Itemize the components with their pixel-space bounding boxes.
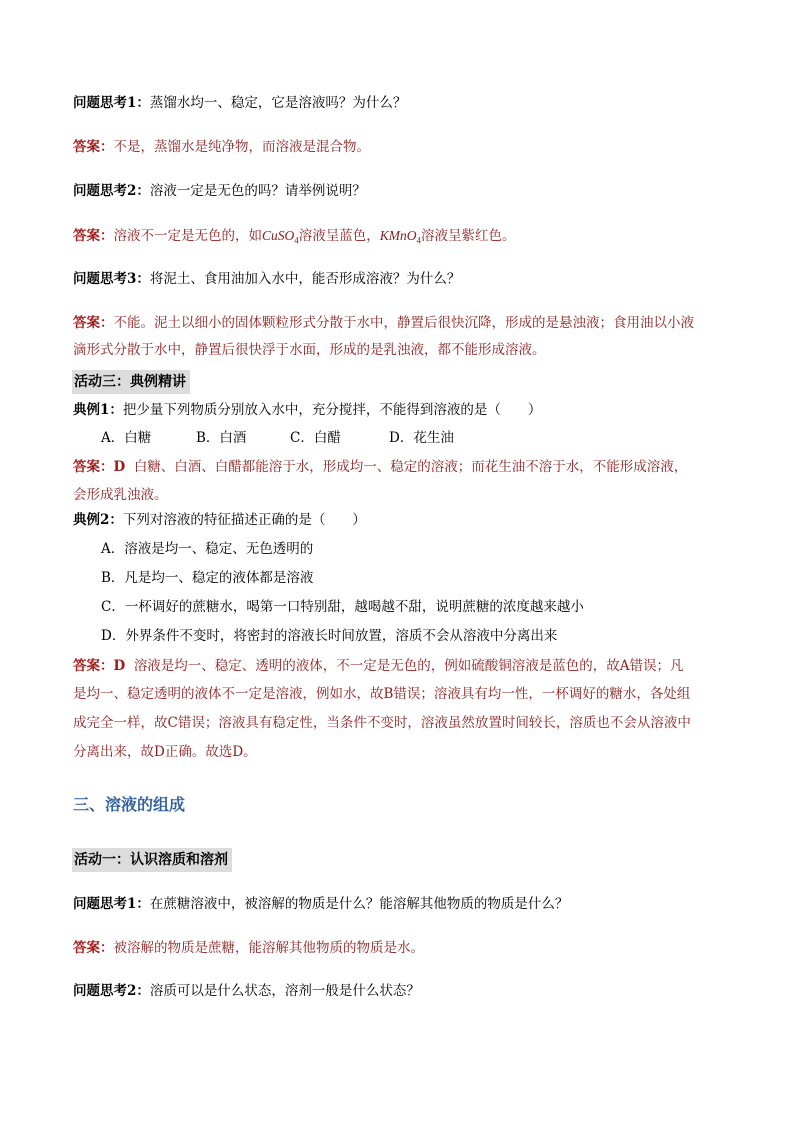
activity-heading: 活动一：认识溶质和溶剂 bbox=[72, 848, 232, 872]
answer-label: 答案： bbox=[73, 940, 114, 956]
answer-text-b: 溶液呈蓝色， bbox=[298, 228, 380, 244]
option-d: D．外界条件不变时，将密封的溶液长时间放置，溶质不会从溶液中分离出来 bbox=[101, 628, 558, 644]
activity-heading: 活动三：典例精讲 bbox=[72, 370, 190, 394]
answer-line-1: 白糖、白酒、白醋都能溶于水，形成均一、稳定的溶液；而花生油不溶于水，不能形成溶液， bbox=[133, 459, 688, 475]
question-label: 问题思考1： bbox=[73, 896, 150, 912]
question-text: 将泥土、食用油加入水中，能否形成溶液？为什么？ bbox=[149, 271, 461, 287]
answer-label: 答案： bbox=[73, 658, 114, 674]
question-text: 在蔗糖溶液中，被溶解的物质是什么？能溶解其他物质的物质是什么？ bbox=[149, 896, 569, 912]
answer-2 bbox=[73, 221, 723, 256]
question-4 bbox=[73, 890, 723, 919]
chemical-formula-kmno4: KMnO$_4$ bbox=[379, 228, 422, 246]
answer-4 bbox=[73, 934, 723, 963]
option-c: C．一杯调好的蔗糖水，喝第一口特别甜，越喝越不甜，说明蔗糖的浓度越来越小 bbox=[101, 599, 584, 615]
answer-label: 答案： bbox=[73, 315, 114, 331]
section-heading: 三、溶液的组成 bbox=[73, 795, 186, 814]
answer-text-c: 溶液呈紫红色。 bbox=[421, 228, 516, 244]
answer-line-2: 会形成乳浊液。 bbox=[73, 487, 168, 503]
answer-key: D bbox=[113, 658, 126, 674]
example-2-answer-line-3: 成完全一样，故C错误；溶液具有稳定性，当条件不变时，溶液虽然放置时间较长，溶质也不会从溶液中 bbox=[73, 715, 691, 731]
answer-3-continued bbox=[73, 336, 723, 365]
question-1 bbox=[73, 89, 723, 118]
example-2-answer bbox=[73, 652, 723, 681]
example-1 bbox=[73, 396, 723, 425]
answer-label: 答案： bbox=[73, 228, 114, 244]
answer-3 bbox=[73, 309, 723, 338]
answer-label: 答案： bbox=[73, 139, 114, 155]
answer-label: 答案： bbox=[73, 459, 114, 475]
example-text: 把少量下列物质分别放入水中，充分搅拌，不能得到溶液的是（ ） bbox=[122, 402, 542, 418]
answer-text: 被溶解的物质是蔗糖，能溶解其他物质的物质是水。 bbox=[113, 940, 424, 956]
question-label: 问题思考1： bbox=[73, 95, 150, 111]
option-d: D．花生油 bbox=[389, 430, 454, 446]
question-text: 蒸馏水均一、稳定，它是溶液吗？为什么？ bbox=[149, 95, 407, 111]
chemical-formula-cuso4: CuSO$_4$ bbox=[262, 228, 299, 246]
question-label: 问题思考2： bbox=[73, 983, 150, 999]
question-2 bbox=[73, 177, 723, 206]
question-label: 问题思考3： bbox=[73, 271, 150, 287]
question-text: 溶质可以是什么状态，溶剂一般是什么状态？ bbox=[149, 983, 420, 999]
option-b: B．凡是均一、稳定的液体都是溶液 bbox=[101, 570, 314, 586]
question-5 bbox=[73, 977, 723, 1006]
option-c: C．白醋 bbox=[290, 430, 341, 446]
answer-line-2: 滴形式分散于水中，静置后很快浮于水面，形成的是乳浊液，都不能形成溶液。 bbox=[73, 342, 546, 358]
option-a: A．溶液是均一、稳定、无色透明的 bbox=[101, 541, 314, 557]
option-b: B．白酒 bbox=[196, 430, 247, 446]
example-text: 下列对溶液的特征描述正确的是（ ） bbox=[122, 512, 366, 528]
answer-key: D bbox=[113, 459, 126, 475]
question-3 bbox=[73, 265, 723, 294]
example-2-answer-line-4: 分离出来，故D正确。故选D。 bbox=[73, 744, 257, 760]
answer-text-a: 溶液不一定是无色的，如 bbox=[113, 228, 262, 244]
example-label: 典例1： bbox=[73, 402, 123, 418]
question-label: 问题思考2： bbox=[73, 183, 150, 199]
example-2 bbox=[73, 506, 723, 535]
example-2-answer-line-2: 是均一、稳定透明的液体不一定是溶液，例如水，故B错误；溶液具有均一性，一杯调好的糖水，各处组 bbox=[73, 686, 691, 702]
example-label: 典例2： bbox=[73, 512, 123, 528]
option-a: A．白糖 bbox=[101, 430, 152, 446]
question-text: 溶液一定是无色的吗？请举例说明？ bbox=[149, 183, 366, 199]
answer-1 bbox=[73, 133, 723, 162]
answer-text: 不是，蒸馏水是纯净物，而溶液是混合物。 bbox=[113, 139, 370, 155]
example-1-answer bbox=[73, 453, 723, 482]
answer-line-1: 溶液是均一、稳定、透明的液体，不一定是无色的，例如硫酸铜溶液是蓝色的，故A错误；凡 bbox=[133, 658, 684, 674]
answer-line-1: 不能。泥土以细小的固体颗粒形式分散于水中，静置后很快沉降，形成的是悬浊液；食用油以小液 bbox=[113, 315, 694, 331]
